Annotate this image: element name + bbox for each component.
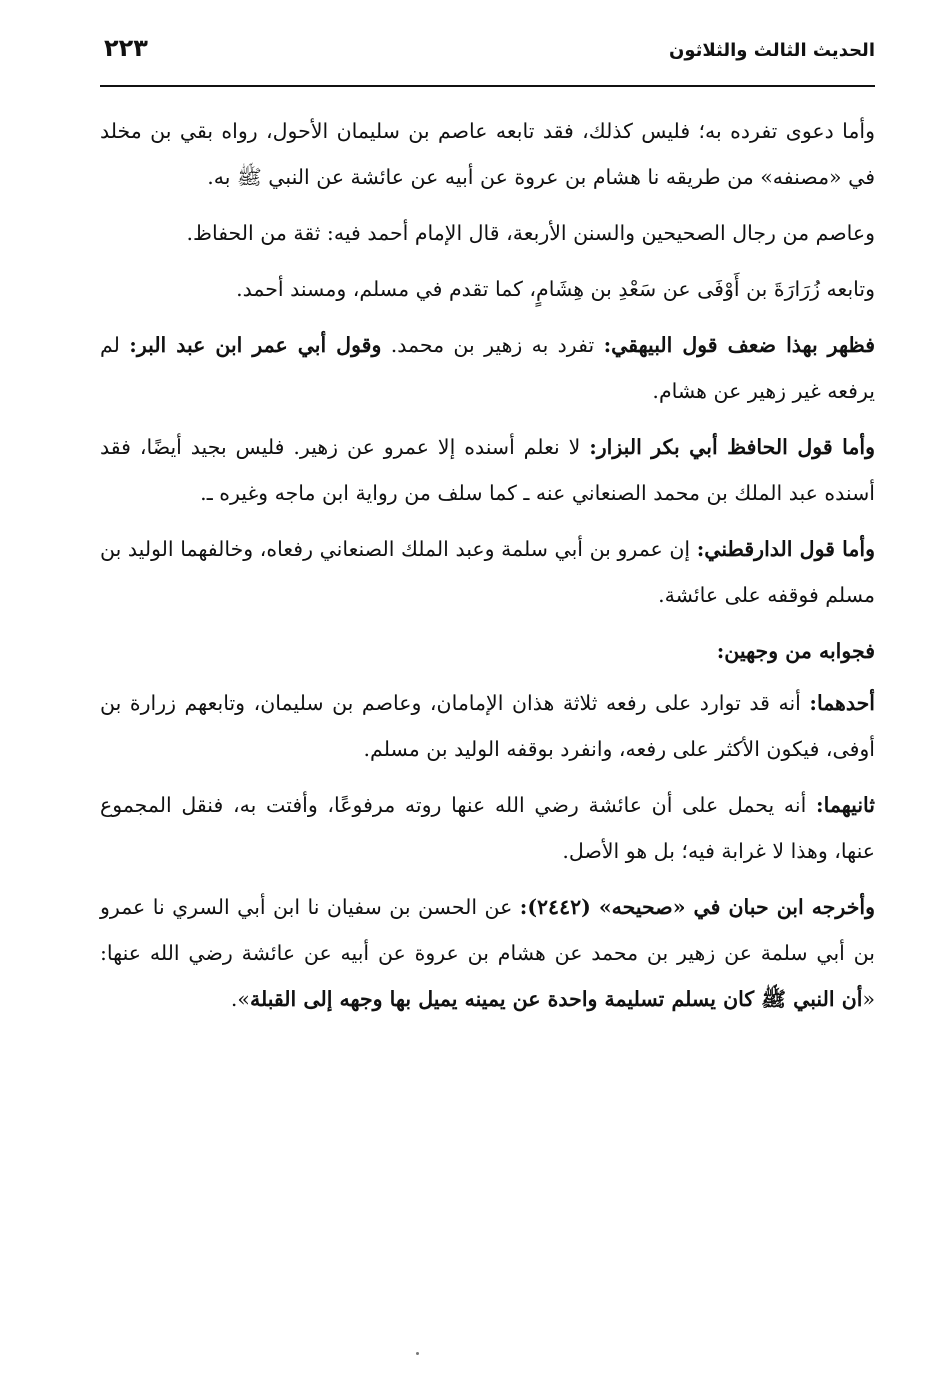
page-number: ٢٢٣ — [104, 34, 148, 62]
paragraph-2 — [100, 210, 875, 256]
header-rule — [100, 85, 875, 87]
paragraph-10 — [100, 884, 875, 1022]
paragraph-5-text: لا نعلم أسنده إلا عمرو عن زهير. فليس بجيد أيضًا، فقد أسنده عبد الملك بن محمد الصنعاني عنه ـ كما سلف من رواية ابن ماجه وغيره ـ. — [100, 435, 875, 505]
paragraph-4 — [100, 322, 875, 414]
paragraph-8-text: أنه قد توارد على رفعه ثلاثة هذان الإمامان، وعاصم بن سليمان، وتابعهم زرارة بن أوفى، فيكون الأكثر على رفعه، وانفرد بوقفه الوليد بن مسلم. — [100, 691, 875, 761]
paragraph-9-text: أنه يحمل على أن عائشة رضي الله عنها روته مرفوعًا، وأفتت به، فنقل المجموع عنها، وهذا لا غرابة فيه؛ بل هو الأصل. — [100, 793, 875, 863]
paragraph-8 — [100, 680, 875, 772]
paragraph-3-text: وتابعه زُرَارَةَ بن أَوْفَى عن سَعْدِ بن هِشَامٍ، كما تقدم في مسلم، ومسند أحمد. — [236, 277, 875, 301]
paragraph-4-text-1: تفرد به زهير بن محمد. — [381, 333, 604, 357]
paragraph-9-bold: ثانيهما: — [816, 793, 875, 817]
paragraph-4-text-2: لم يرفعه غير زهير عن هشام. — [100, 333, 875, 403]
paragraph-6-text: إن عمرو بن أبي سلمة وعبد الملك الصنعاني رفعاه، وخالفهما الوليد بن مسلم فوقفه على عائشة. — [100, 537, 875, 607]
paragraph-2-text: وعاصم من رجال الصحيحين والسنن الأربعة، قال الإمام أحمد فيه: ثقة من الحفاظ. — [186, 221, 875, 245]
footer-dot — [416, 1352, 419, 1355]
paragraph-10-text-2: ». — [230, 987, 250, 1011]
paragraph-1-text: وأما دعوى تفرده به؛ فليس كذلك، فقد تابعه عاصم بن سليمان الأحول، رواه بقي بن مخلد في «مصنفه» من طريقه نا هشام بن عروة عن أبيه عن عائشة عن النبي ﷺ به. — [100, 119, 875, 189]
paragraph-4-bold-2: وقول أبي عمر ابن عبد البر: — [129, 333, 382, 357]
body-text — [100, 108, 875, 1032]
paragraph-7-bold: فجوابه من وجهين: — [716, 639, 875, 663]
paragraph-6-bold: وأما قول الدارقطني: — [696, 537, 875, 561]
running-title: الحديث الثالث والثلاثون — [668, 40, 875, 61]
paragraph-6 — [100, 526, 875, 618]
paragraph-9 — [100, 782, 875, 874]
paragraph-10-bold-2: أن النبي ﷺ كان يسلم تسليمة واحدة عن يمينه يميل بها وجهه إلى القبلة — [249, 987, 863, 1011]
paragraph-7 — [100, 628, 875, 674]
paragraph-4-bold-1: فظهر بهذا ضعف قول البيهقي: — [603, 333, 876, 357]
page-header — [100, 30, 875, 82]
paragraph-1 — [100, 108, 875, 200]
paragraph-8-bold: أحدهما: — [809, 691, 875, 715]
paragraph-3 — [100, 266, 875, 312]
paragraph-5 — [100, 424, 875, 516]
paragraph-10-bold-1: وأخرجه ابن حبان في «صحيحه» (٢٤٤٢): — [519, 895, 875, 919]
paragraph-5-bold: وأما قول الحافظ أبي بكر البزار: — [589, 435, 875, 459]
paragraph-10-text-1: عن الحسن بن سفيان نا ابن أبي السري نا عمرو بن أبي سلمة عن زهير بن محمد عن هشام بن عروة عن أبيه عن عائشة رضي الله عنها: « — [100, 895, 875, 1011]
